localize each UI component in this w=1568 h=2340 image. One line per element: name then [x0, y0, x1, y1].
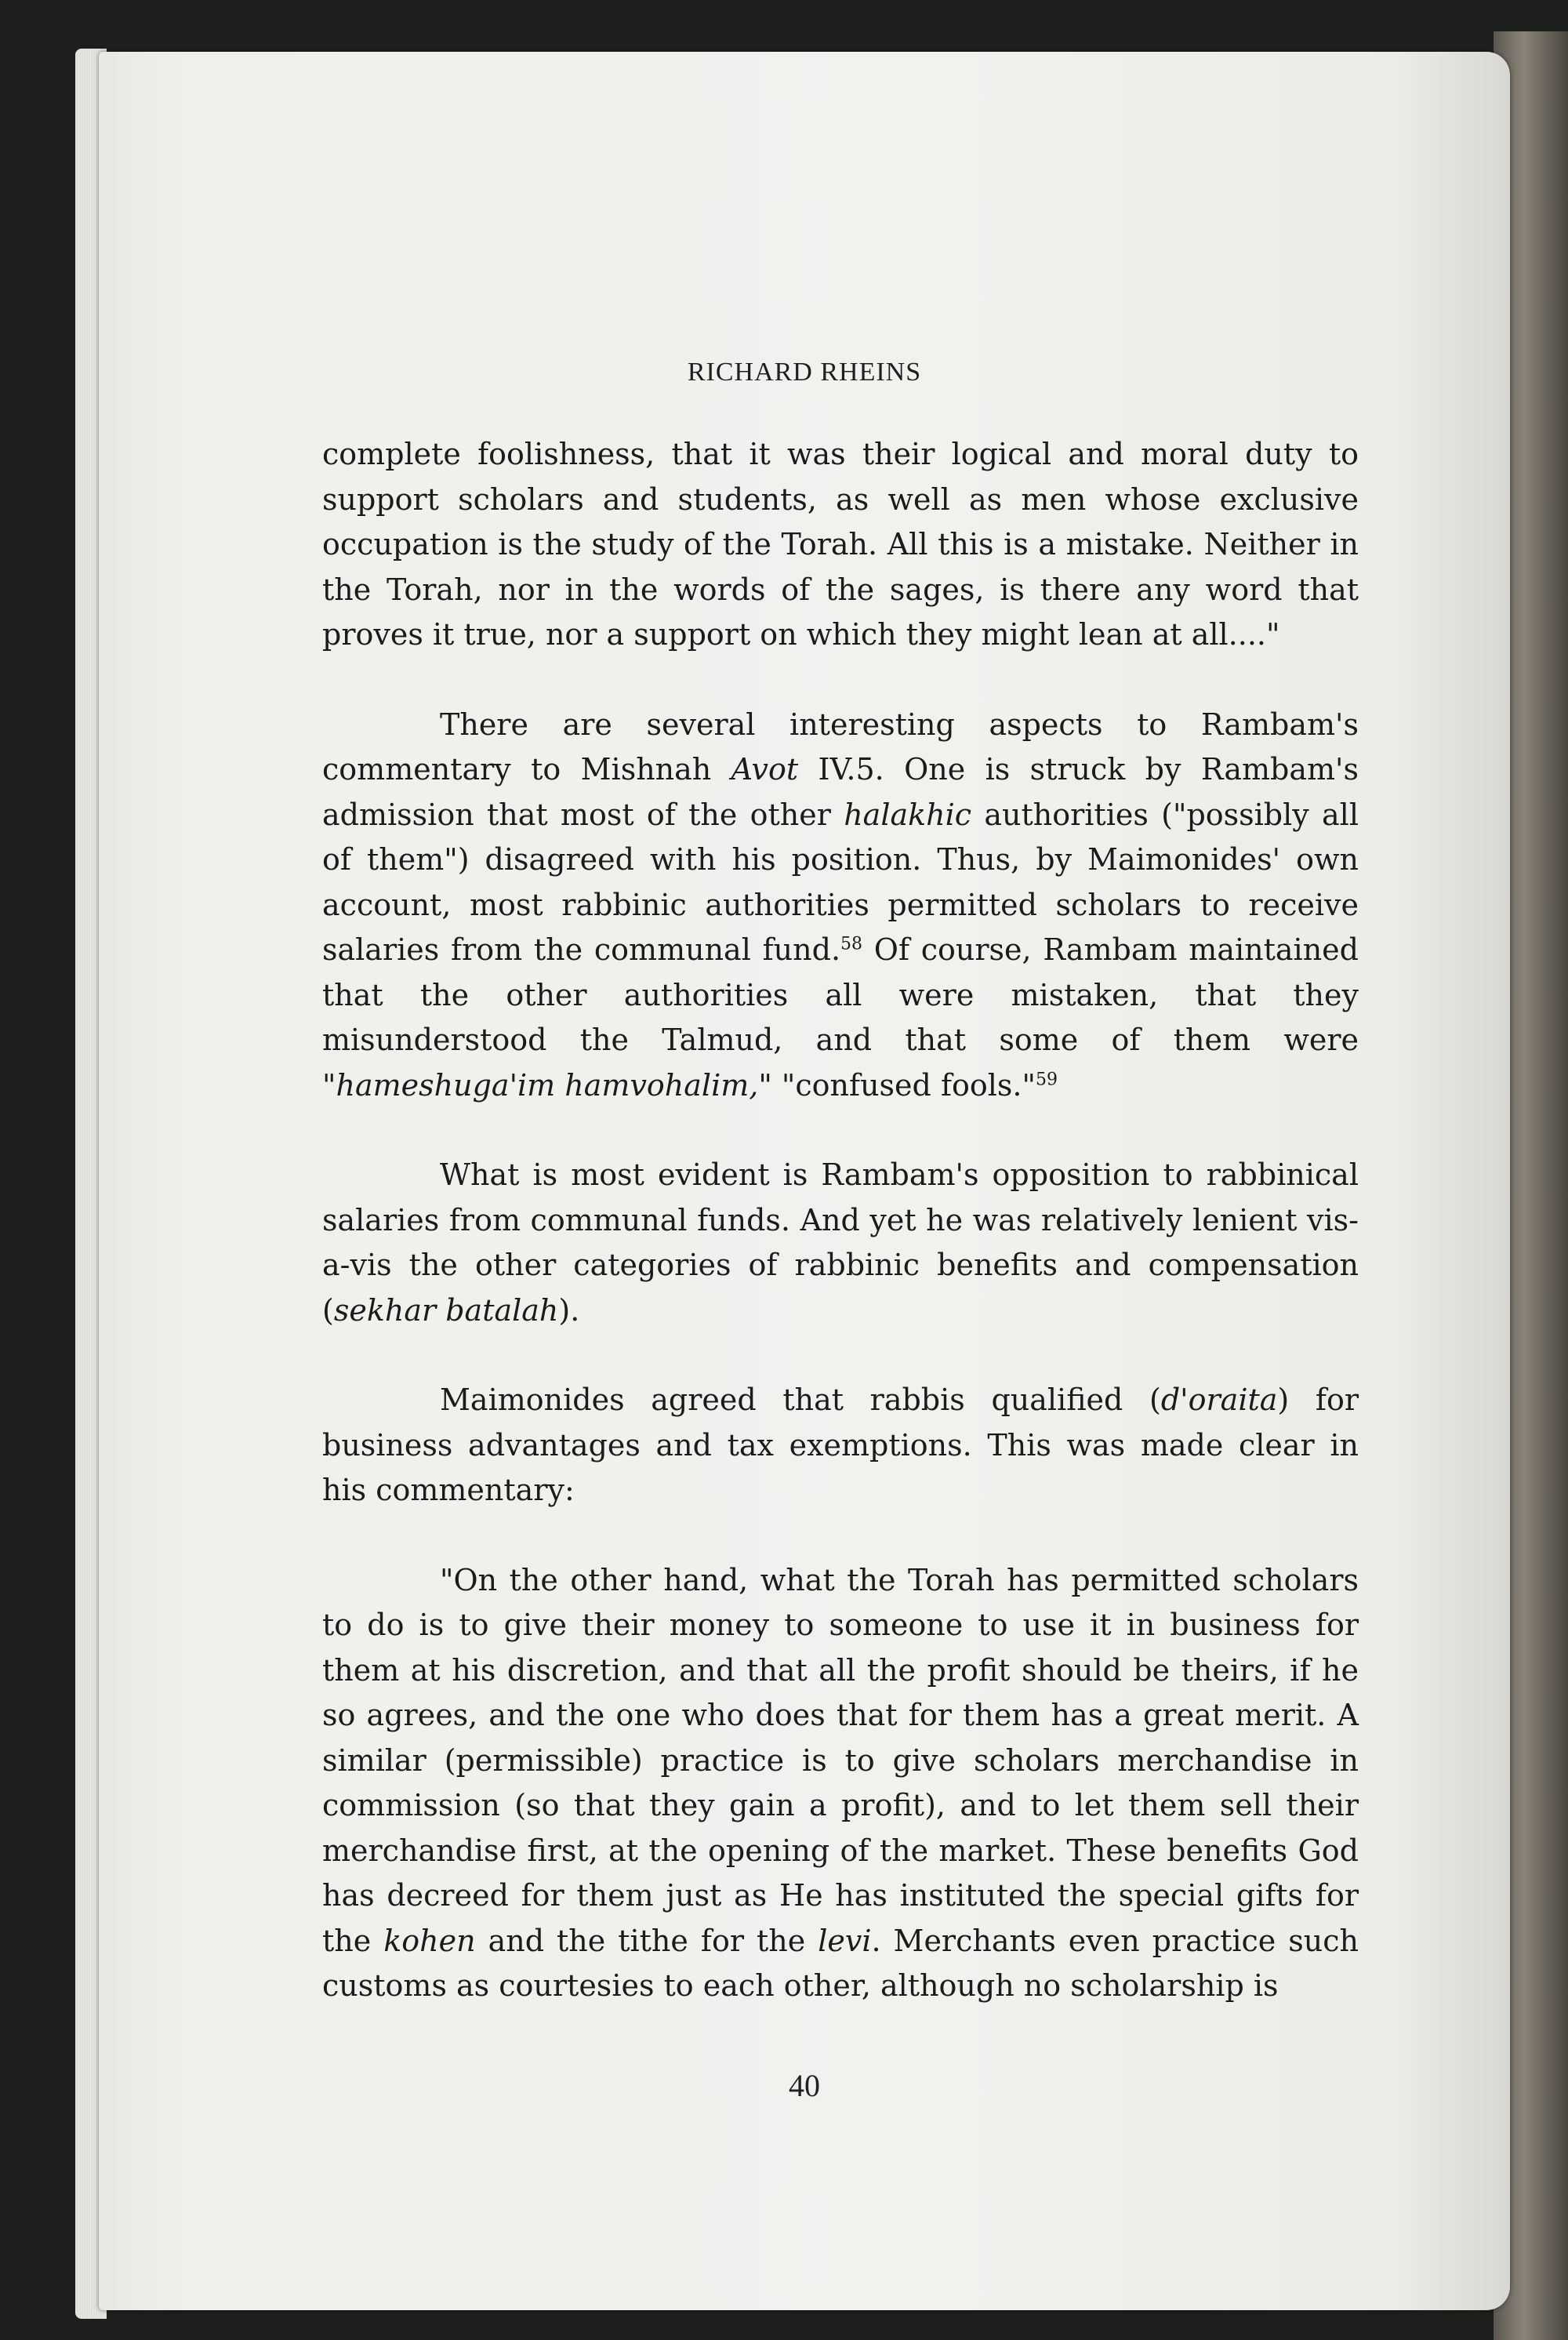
- text-run: What is most evident is Rambam's opposition to rabbinical salaries from communal funds. And yet he was relatively lenient vis-a-vis the other categories of rabbinic benefits and compensation (: [322, 1157, 1359, 1328]
- paragraph-p2: [322, 703, 1359, 1109]
- paragraph-p5: [322, 1558, 1359, 2009]
- italic-term: sekhar batalah: [333, 1292, 559, 1328]
- running-head: RICHARD RHEINS: [687, 358, 922, 387]
- text-run: " "confused fools.": [758, 1067, 1036, 1103]
- paragraph-p1: [322, 432, 1359, 658]
- text-run: authorities ("possibly all of them") disagreed with his position. Thus, by Maimonides' own account, most rabbinic authorities permitted scholars to receive salaries from the communal fund.: [322, 797, 1359, 967]
- text-run: Of course, Rambam maintained that the other authorities all were mistaken, that they misunderstood the Talmud, and that some of them were ": [322, 932, 1359, 1103]
- book-page: [99, 52, 1510, 2310]
- text-run: There are several interesting aspects to Rambam's commentary to Mishnah: [322, 707, 1359, 787]
- body-text: [322, 432, 1359, 2054]
- italic-term: halakhic: [844, 797, 972, 832]
- italic-term: kohen: [383, 1923, 476, 1958]
- text-run: IV.5. One is struck by Rambam's admission that most of the other: [322, 752, 1359, 832]
- text-run: "On the other hand, what the Torah has permitted scholars to do is to give their money to someone to use it in business for them at his discretion, and that all the profit should be theirs, if he so agrees, and the one who does that for them has a great merit. A similar (permissible) practice is to give scholars merchandise in commission (so that they gain a profit), and to let them sell their merchandise first, at the opening of the market. These benefits God has decreed for them just as He has instituted the special gifts for the: [322, 1562, 1359, 1958]
- paragraph-p3: [322, 1153, 1359, 1333]
- italic-term: hameshuga'im hamvohalim,: [336, 1067, 759, 1103]
- text-run: ) for business advantages and tax exemptions. This was made clear in his commentary:: [322, 1383, 1359, 1507]
- footnote-ref: 58: [840, 934, 863, 954]
- text-run: Maimonides agreed that rabbis qualified (: [440, 1383, 1161, 1417]
- paragraph-p4: [322, 1378, 1359, 1513]
- italic-term: Avot: [731, 752, 799, 787]
- footnote-ref: 59: [1035, 1069, 1058, 1089]
- text-run: and the tithe for the: [475, 1923, 818, 1958]
- page-number: 40: [789, 2068, 820, 2103]
- text-run: ).: [558, 1292, 580, 1328]
- italic-term: d'oraita: [1160, 1383, 1278, 1417]
- italic-term: levi: [818, 1923, 872, 1958]
- text-run: complete foolishness, that it was their logical and moral duty to support scholars and students, as well as men whose exclusive occupation is the study of the Torah. All this is a mistake. Neither in the Torah, nor in the words of the sages, is there any word that proves it true, nor a support on which they might lean at all....": [322, 437, 1359, 652]
- text-run: . Merchants even practice such customs as courtesies to each other, although no scholarship is: [322, 1923, 1359, 2003]
